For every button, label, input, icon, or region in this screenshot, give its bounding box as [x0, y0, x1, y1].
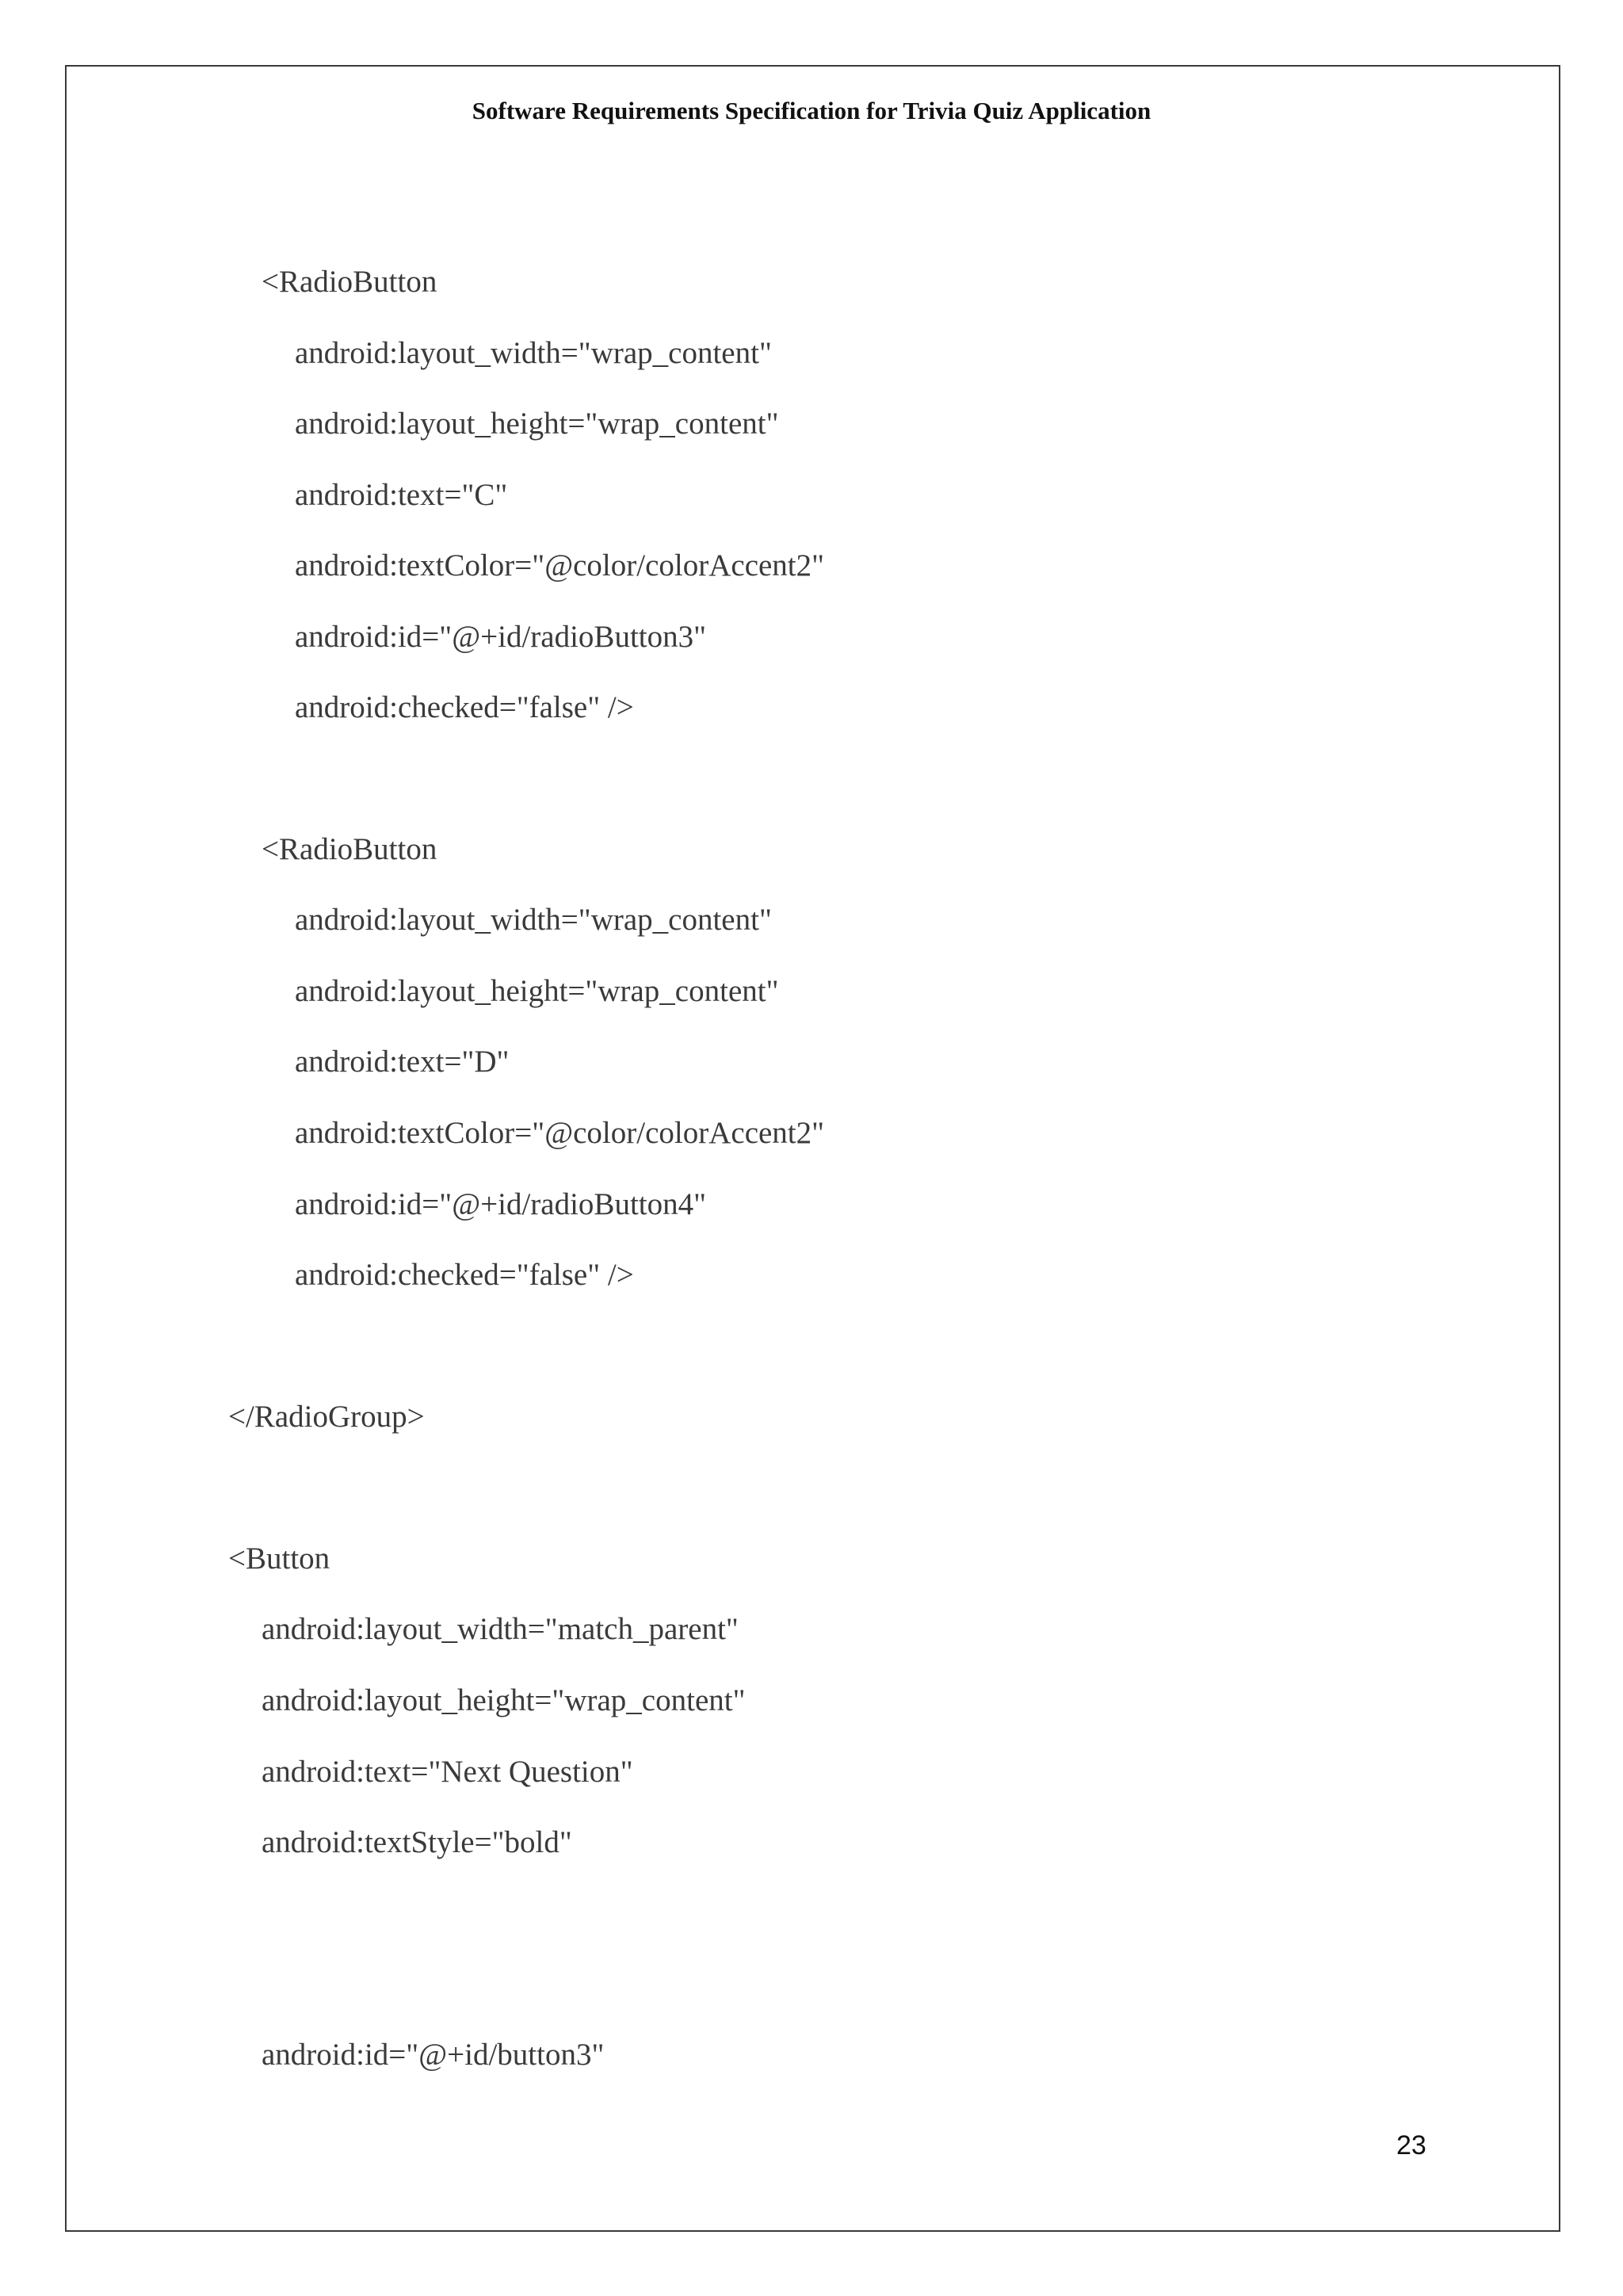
code-line-button-text: android:text="Next Question"	[262, 1755, 633, 1789]
code-line-radiobutton-c-text-color: android:textColor="@color/colorAccent2"	[295, 548, 825, 583]
code-line-radiobutton-d-id: android:id="@+id/radioButton4"	[295, 1187, 707, 1221]
code-line-radiobutton-c-layout-width: android:layout_width="wrap_content"	[295, 336, 772, 370]
code-line-radiobutton-d-text-color: android:textColor="@color/colorAccent2"	[295, 1116, 825, 1150]
code-line-radiogroup-close: </RadioGroup>	[228, 1400, 425, 1434]
code-line-radiobutton-d-layout-width: android:layout_width="wrap_content"	[295, 903, 772, 937]
code-line-button-open: <Button	[228, 1541, 330, 1576]
code-line-radiobutton-d-text: android:text="D"	[295, 1045, 510, 1079]
page-header-title: Software Requirements Specification for Trivia Quiz Application	[472, 97, 1151, 124]
code-line-button-layout-width: android:layout_width="match_parent"	[262, 1612, 739, 1646]
code-line-radiobutton-d-open: <RadioButton	[262, 832, 437, 866]
code-line-radiobutton-c-text: android:text="C"	[295, 478, 508, 512]
code-line-button-layout-height: android:layout_height="wrap_content"	[262, 1683, 746, 1717]
code-line-radiobutton-c-checked: android:checked="false" />	[295, 690, 634, 724]
code-line-radiobutton-c-open: <RadioButton	[262, 265, 437, 299]
code-line-button-text-style: android:textStyle="bold"	[262, 1825, 572, 1859]
code-line-radiobutton-d-layout-height: android:layout_height="wrap_content"	[295, 974, 779, 1008]
code-line-radiobutton-c-id: android:id="@+id/radioButton3"	[295, 620, 707, 654]
code-line-button-id: android:id="@+id/button3"	[262, 2038, 605, 2072]
code-line-radiobutton-d-checked: android:checked="false" />	[295, 1258, 634, 1292]
page-number: 23	[1396, 2130, 1426, 2160]
code-line-radiobutton-c-layout-height: android:layout_height="wrap_content"	[295, 407, 779, 441]
